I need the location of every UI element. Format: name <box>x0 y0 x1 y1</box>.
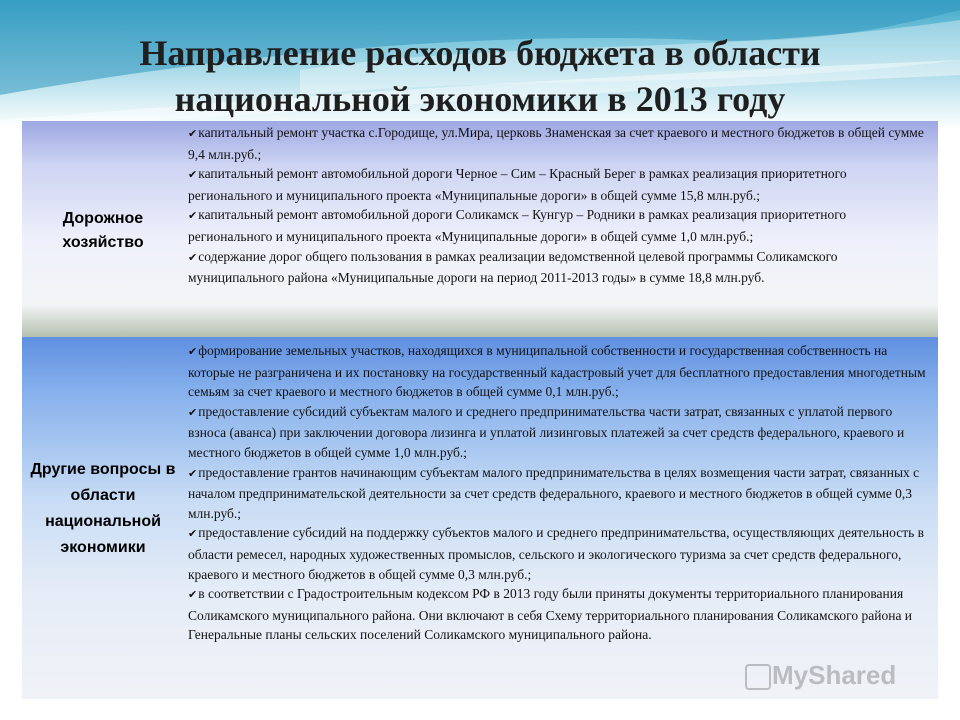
table-row-other <box>22 337 938 699</box>
list-item: ✔предоставление субсидий на поддержку субъектов малого и среднего предпринимательства, осуществляющих деятельность в области ремесел, народных художественных промыслов, сельского и экологического туризма за счет средств федерального, краевого и местного бюджетов в общей сумме 0,3 млн.руб.; <box>188 525 925 582</box>
check-icon: ✔ <box>188 589 198 602</box>
check-icon: ✔ <box>188 251 198 264</box>
list-item: ✔капитальный ремонт автомобильной дороги Черное – Сим – Красный Берег в рамках реализация приоритетного регионального и муниципального проекта «Муниципальные дороги» в общей сумме 15,8 млн.руб.; <box>188 166 847 203</box>
watermark: MyShared <box>772 660 897 690</box>
check-icon: ✔ <box>188 169 198 182</box>
list-item: ✔содержание дорог общего пользования в рамках реализации ведомственной целевой программы Соликамского муниципального района «Муниципальные дороги на период 2011-2013 годы» в сумме 18,8 млн.руб. <box>188 248 838 286</box>
watermark-icon <box>745 664 771 690</box>
item-list-other <box>188 341 928 645</box>
check-icon: ✔ <box>188 128 198 140</box>
check-icon: ✔ <box>188 406 198 419</box>
title-line-1: Направление расходов бюджета в области <box>139 33 821 73</box>
title-line-2: национальной экономики в 2013 году <box>174 79 786 119</box>
row-label-other: Другие вопросы в области национальной экономики <box>30 461 176 556</box>
list-item: ✔предоставление грантов начинающим субъектам малого предпринимательства в целях возмещения части затрат, связанных с началом предпринимательской деятельности за счет средств федерального, краевого и местного бюджетов в общей сумме 0,3 млн.руб.; <box>188 464 920 521</box>
check-icon: ✔ <box>188 210 198 223</box>
row-label-road: Дорожное хозяйство <box>62 210 144 251</box>
check-icon: ✔ <box>188 346 198 358</box>
page-title <box>40 30 920 122</box>
list-item: ✔в соответствии с Градостроительным кодексом РФ в 2013 году были приняты документы территориального планирования Соликамского муниципального района. Они включают в себя Схему территориального планирования Соликамского района и Генеральные планы сельских поселений Соликамского муниципального района. <box>188 586 913 643</box>
list-item: ✔предоставление субсидий субъектам малого и среднего предпринимательства части затрат, связанных с уплатой первого взноса (аванса) при заключении договора лизинга и уплатой лизинговых платежей за счет средств федерального, краевого и местного бюджетов в общей сумме 1,0 млн.руб.; <box>188 403 905 460</box>
table-row-road <box>22 121 938 337</box>
list-item: ✔капитальный ремонт участка с.Городище, ул.Мира, церковь Знаменская за счет краевого и местного бюджетов в общей сумме 9,4 млн.руб.; <box>188 125 924 162</box>
check-icon: ✔ <box>188 528 198 541</box>
item-list-road <box>188 123 928 288</box>
check-icon: ✔ <box>188 467 198 480</box>
list-item: ✔капитальный ремонт автомобильной дороги Соликамск – Кунгур – Родники в рамках реализация приоритетного регионального и муниципального проекта «Муниципальные дороги» в общей сумме 1,0 млн.руб.; <box>188 207 847 244</box>
list-item: ✔формирование земельных участков, находящихся в муниципальной собственности и государственная собственность на которые не разграничена и их постановку на государственный кадастровый учет для бесплатного предоставления многодетным семьям за счет краевого и местного бюджетов в общей сумме 0,1 млн.руб.; <box>188 343 926 400</box>
